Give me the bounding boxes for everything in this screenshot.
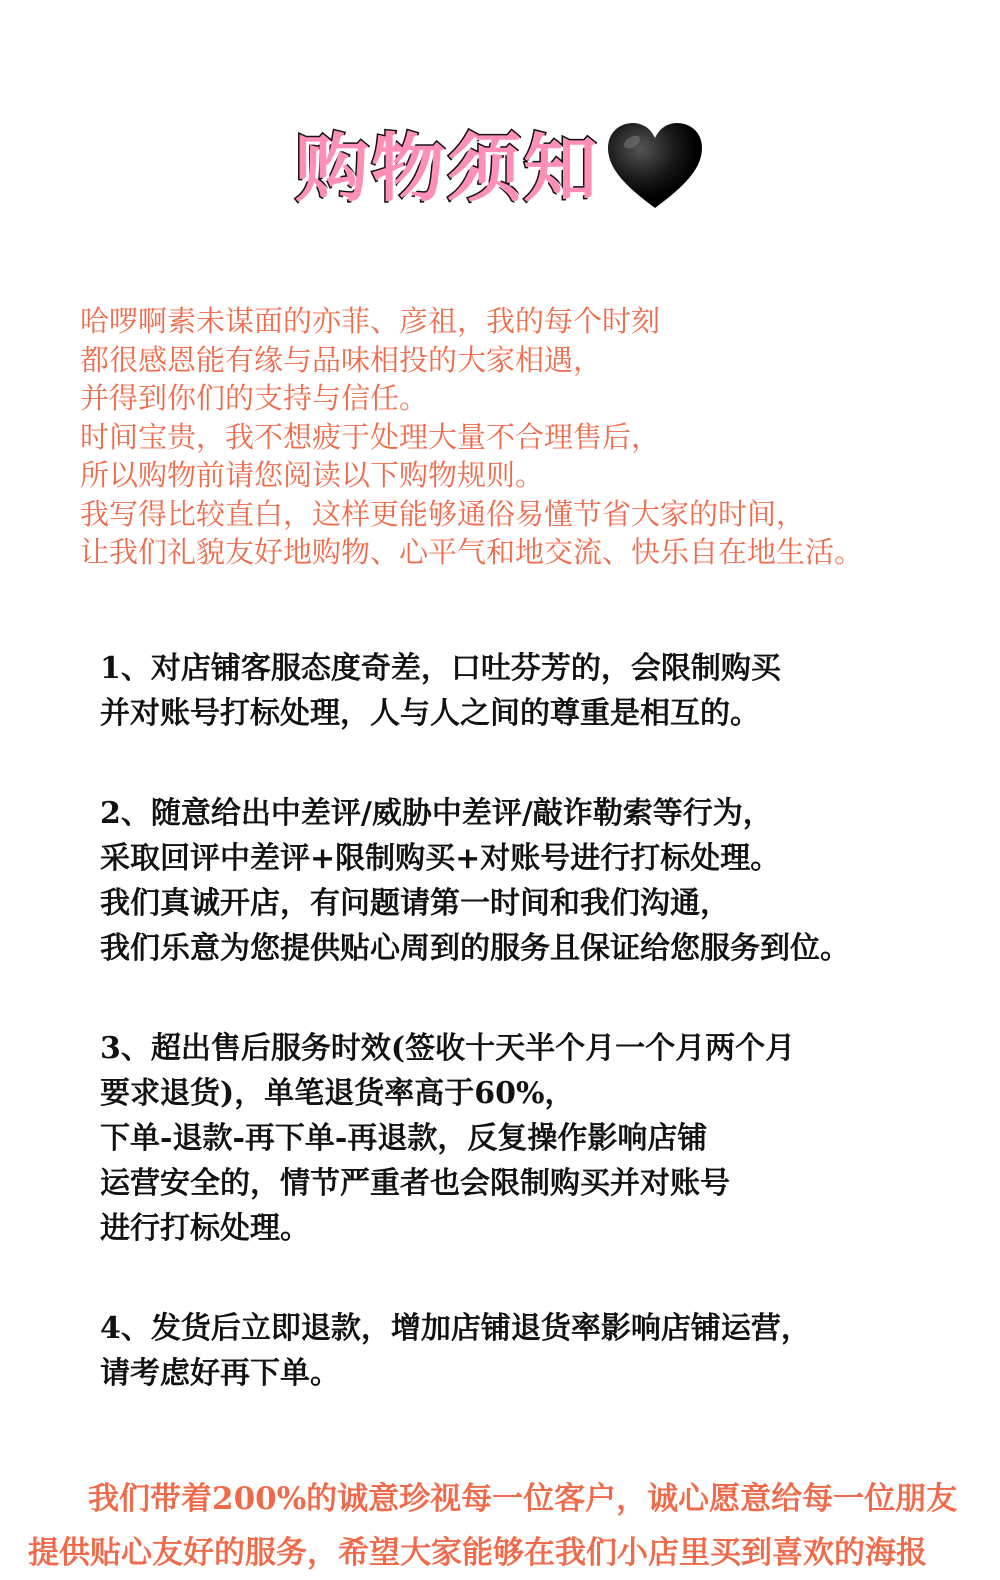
intro-line: 并得到你们的支持与信任。	[80, 381, 429, 415]
rule-line: 采取回评中差评+限制购买+对账号进行打标处理。	[100, 841, 781, 876]
page-title	[0, 105, 1000, 220]
closing-line: 我们带着200%的诚意珍视每一位客户，诚心愿意给每一位朋友	[88, 1481, 958, 1517]
rule-item-4	[100, 1306, 980, 1396]
title-text: 购物须知	[295, 125, 599, 212]
intro-line: 哈啰啊素未谋面的亦菲、彦祖，我的每个时刻	[80, 304, 661, 338]
intro-line: 都很感恩能有缘与品味相投的大家相遇，	[80, 342, 603, 377]
rule-line: 2、随意给出中差评/威胁中差评/敲诈勒索等行为，	[100, 796, 773, 831]
rule-line: 下单-退款-再下单-再退款，反复操作影响店铺	[100, 1121, 708, 1156]
intro-paragraph	[80, 302, 980, 572]
rule-item-1	[100, 646, 980, 736]
rule-line: 4、发货后立即退款，增加店铺退货率影响店铺运营，	[100, 1311, 811, 1346]
rule-line: 请考虑好再下单。	[100, 1356, 340, 1391]
intro-line: 所以购物前请您阅读以下购物规则。	[80, 458, 545, 492]
rule-item-2	[100, 791, 980, 971]
rule-line: 要求退货)，单笔退货率高于60%，	[100, 1076, 575, 1111]
black-heart-icon	[605, 120, 705, 212]
rule-line: 进行打标处理。	[100, 1211, 310, 1246]
intro-line: 我写得比较直白，这样更能够通俗易懂节省大家的时间，	[80, 496, 806, 531]
rule-item-3	[100, 1026, 980, 1251]
rule-line: 我们乐意为您提供贴心周到的服务且保证给您服务到位。	[100, 931, 850, 966]
intro-line: 让我们礼貌友好地购物、心平气和地交流、快乐自在地生活。	[80, 535, 864, 569]
rule-line: 并对账号打标处理，人与人之间的尊重是相互的。	[100, 696, 760, 731]
intro-line: 时间宝贵，我不想疲于处理大量不合理售后，	[80, 419, 661, 454]
rule-line: 我们真诚开店，有问题请第一时间和我们沟通，	[100, 886, 730, 921]
rules-list	[100, 646, 980, 1451]
closing-paragraph	[0, 1472, 1000, 1580]
closing-line: 提供贴心友好的服务，希望大家能够在我们小店里买到喜欢的海报	[28, 1535, 927, 1571]
rule-line: 运营安全的，情节严重者也会限制购买并对账号	[100, 1166, 730, 1201]
rule-line: 1、对店铺客服态度奇差，口吐芬芳的，会限制购买	[100, 651, 781, 686]
rule-line: 3、超出售后服务时效(签收十天半个月一个月两个月	[100, 1031, 796, 1066]
